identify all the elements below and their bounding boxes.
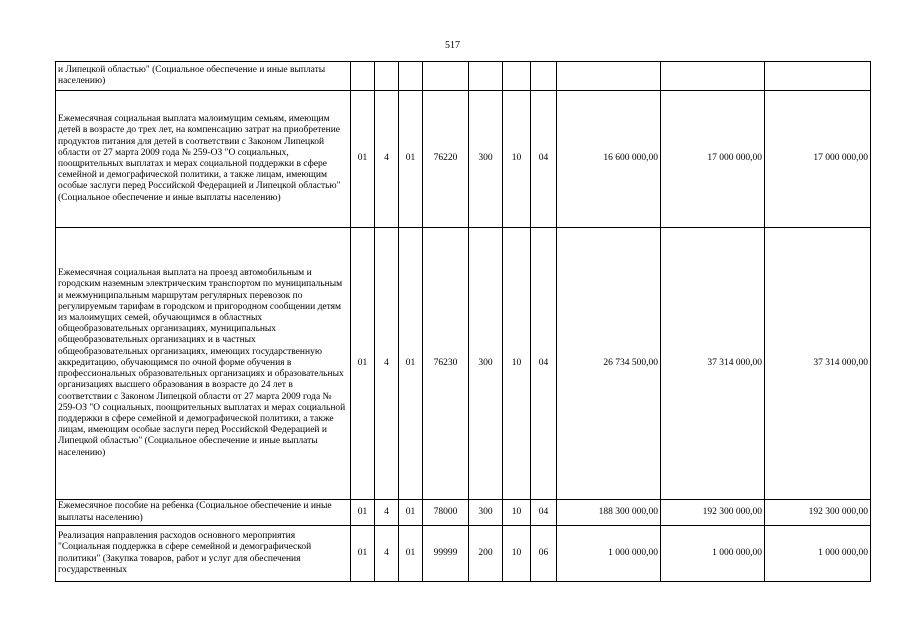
code-cell [531,62,557,91]
row-description: Реализация направления расходов основного мероприятия "Социальная поддержка в сфере семейной и демографической политики" (Закупка товаров, работ и услуг для обеспечения государственных [56,526,351,582]
code-cell: 4 [375,526,399,582]
amount-cell: 1 000 000,00 [557,526,661,582]
code-cell: 300 [469,500,503,526]
code-cell: 04 [531,91,557,228]
amount-cell: 26 734 500,00 [557,228,661,500]
code-cell [503,62,531,91]
amount-cell: 192 300 000,00 [765,500,871,526]
amount-cell [765,62,871,91]
code-cell [351,62,375,91]
amount-cell: 1 000 000,00 [661,526,765,582]
code-cell: 01 [351,228,375,500]
amount-cell: 188 300 000,00 [557,500,661,526]
code-cell: 4 [375,228,399,500]
code-cell: 4 [375,91,399,228]
code-cell: 01 [399,228,423,500]
page-number: 517 [445,40,460,51]
code-cell: 10 [503,228,531,500]
row-description: и Липецкой областью" (Социальное обеспечение и иные выплаты населению) [56,62,351,91]
code-cell: 300 [469,228,503,500]
table-row [56,500,871,526]
amount-cell: 17 000 000,00 [765,91,871,228]
code-cell: 76220 [423,91,469,228]
code-cell: 200 [469,526,503,582]
code-cell: 300 [469,91,503,228]
amount-cell: 37 314 000,00 [765,228,871,500]
table-row [56,91,871,228]
table-row [56,228,871,500]
amount-cell: 1 000 000,00 [765,526,871,582]
amount-cell [661,62,765,91]
code-cell: 04 [531,228,557,500]
table-row [56,526,871,582]
code-cell [375,62,399,91]
code-cell: 76230 [423,228,469,500]
amount-cell: 17 000 000,00 [661,91,765,228]
code-cell: 01 [351,526,375,582]
code-cell: 4 [375,500,399,526]
row-description: Ежемесячная социальная выплата на проезд автомобильным и городским наземным электрическим транспортом по муниципальным и межмуниципальным маршрутам регулярных перевозок по регулируемым тарифам в городском и пригородном сообщении детям из малоимущих семей, обучающимся в областных общеобразовательных организациях, муниципальных общеобразовательных организациях и в частных общеобразовательных организациях, имеющих государственную аккредитацию, обучающимся по очной форме обучения в профессиональных образовательных организациях и образовательных организациях высшего образования в возрасте до 24 лет в соответствии с Законом Липецкой области от 27 марта 2009 года № 259-ОЗ "О социальных, поощрительных выплатах и мерах социальной поддержки в сфере семейной и демографической политики, а также лицам, имеющим особые заслуги перед Российской Федерацией и Липецкой областью" (Социальное обеспечение и иные выплаты населению) [56,228,351,500]
code-cell: 04 [531,500,557,526]
code-cell: 01 [351,91,375,228]
code-cell [469,62,503,91]
code-cell: 10 [503,500,531,526]
amount-cell: 37 314 000,00 [661,228,765,500]
code-cell: 78000 [423,500,469,526]
code-cell [399,62,423,91]
amount-cell: 16 600 000,00 [557,91,661,228]
code-cell: 10 [503,526,531,582]
amount-cell [557,62,661,91]
code-cell: 06 [531,526,557,582]
amount-cell: 192 300 000,00 [661,500,765,526]
code-cell [423,62,469,91]
row-description: Ежемесячная социальная выплата малоимущим семьям, имеющим детей в возрасте до трех лет, на компенсацию затрат на приобретение продуктов питания для детей в соответствии с Законом Липецкой области от 27 марта 2009 года № 259-ОЗ "О социальных, поощрительных выплатах и мерах социальной поддержки в сфере семейной и демографической политики, а также лицам, имеющим особые заслуги перед Российской Федерацией и Липецкой областью" (Социальное обеспечение и иные выплаты населению) [56,91,351,228]
table-row [56,62,871,91]
code-cell: 01 [399,526,423,582]
code-cell: 99999 [423,526,469,582]
code-cell: 10 [503,91,531,228]
code-cell: 01 [399,500,423,526]
row-description: Ежемесячное пособие на ребенка (Социальное обеспечение и иные выплаты населению) [56,500,351,526]
code-cell: 01 [399,91,423,228]
budget-table [55,61,871,582]
code-cell: 01 [351,500,375,526]
